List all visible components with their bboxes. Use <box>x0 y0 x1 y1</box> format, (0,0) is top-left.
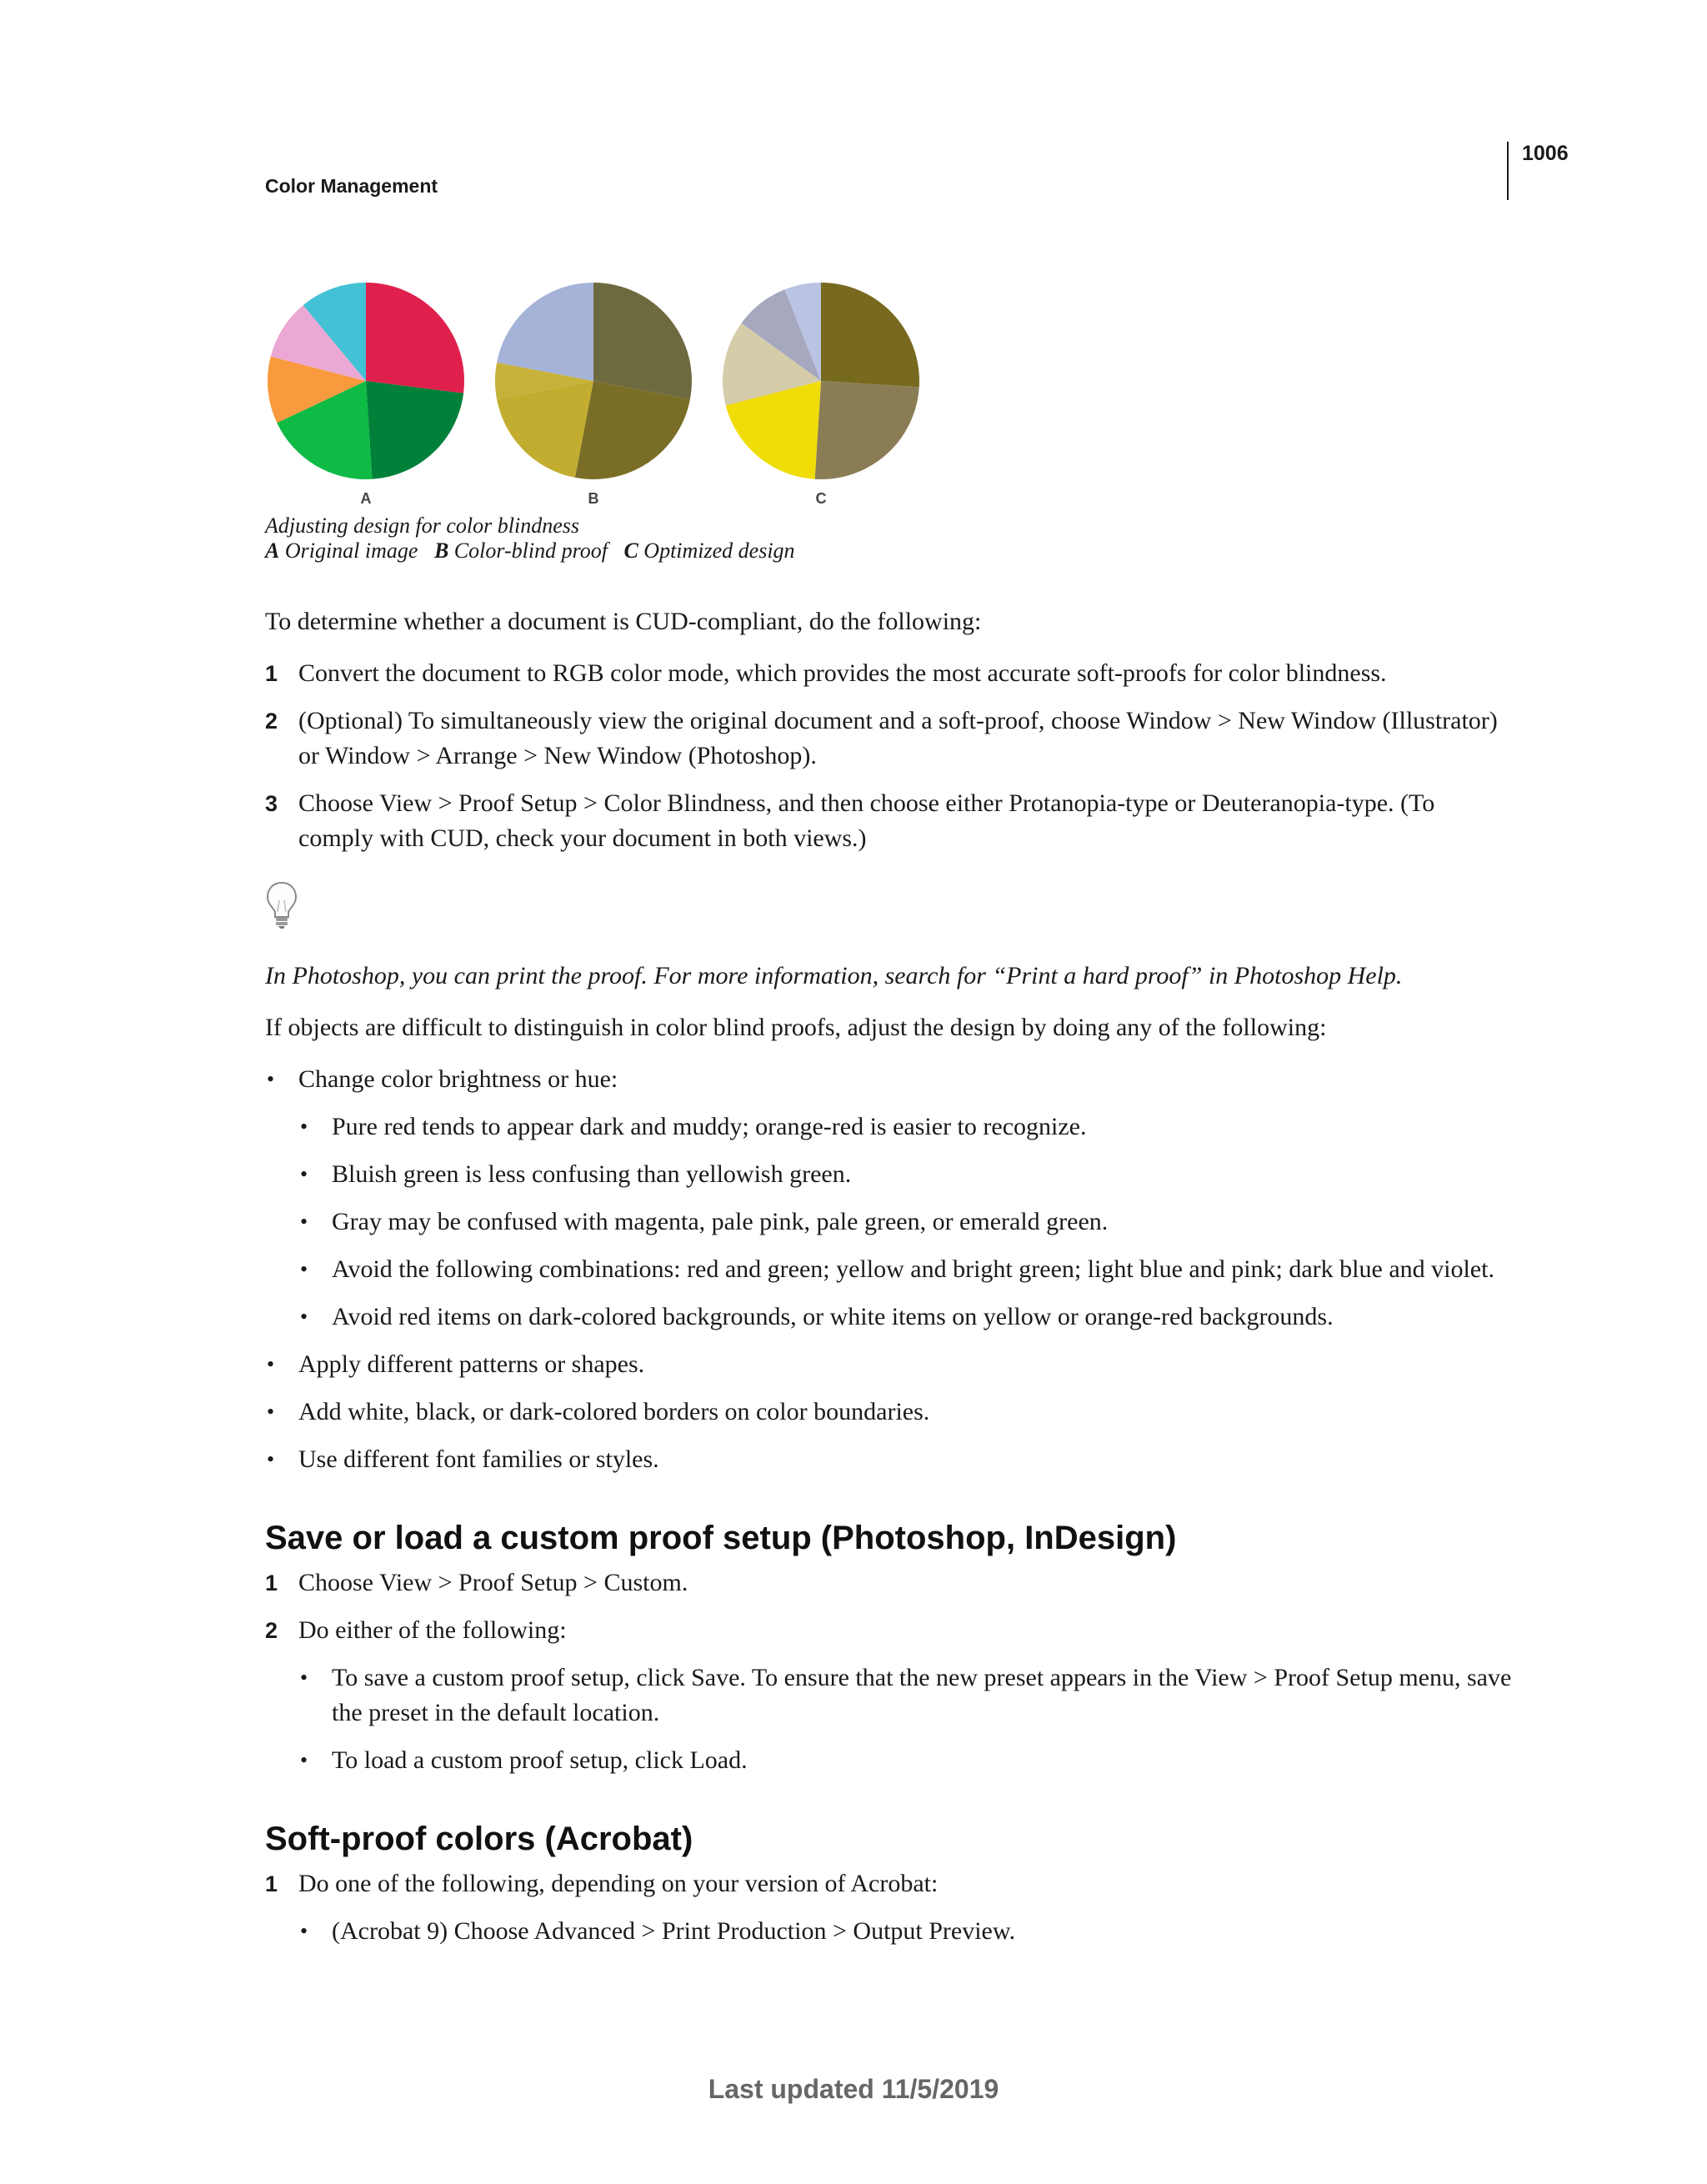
step-number: 2 <box>265 1618 278 1643</box>
bullet-item: • Use different font families or styles. <box>265 1442 1515 1477</box>
original-slice-1 <box>366 283 464 393</box>
adjust-intro: If objects are difficult to distinguish in color blind proofs, adjust the design by doing any of the following: <box>265 1014 1327 1041</box>
sub-bullet-item: • (Acrobat 9) Choose Advanced > Print Production > Output Preview. <box>298 1914 1515 1949</box>
step-item <box>265 1613 1515 1648</box>
caption-key-a: A <box>265 538 280 563</box>
heading-soft-proof-acrobat: Soft-proof colors (Acrobat) <box>265 1821 693 1857</box>
sub-bullet-item: • Pure red tends to appear dark and muddy; orange-red is easier to recognize. <box>298 1110 1515 1145</box>
step-item <box>265 704 1515 774</box>
header-rule <box>1507 142 1509 200</box>
step-item <box>265 1565 1515 1600</box>
sub-bullet-item: • Gray may be confused with magenta, pale pink, pale green, or emerald green. <box>298 1205 1515 1240</box>
sub-bullet-item: • Avoid red items on dark-colored backgrounds, or white items on yellow or orange-red backgrounds. <box>298 1300 1515 1335</box>
step-text: Choose View > Proof Setup > Custom. <box>298 1569 688 1596</box>
step-item <box>265 656 1515 691</box>
pie-label-b: B <box>588 490 599 507</box>
optimized-design-slice-1 <box>821 283 919 387</box>
step-text: Do one of the following, depending on your version of Acrobat: <box>298 1870 939 1897</box>
step-item <box>265 786 1515 856</box>
intro-paragraph: To determine whether a document is CUD-compliant, do the following: <box>265 608 982 635</box>
optimized-design-slice-2 <box>815 381 919 479</box>
bullet-item: • Add white, black, or dark-colored borders on color boundaries. <box>265 1395 1515 1430</box>
main-content <box>265 604 1515 1961</box>
lightbulb-icon <box>265 880 298 930</box>
step-text: Do either of the following: <box>298 1616 567 1644</box>
caption-text-a: Original image <box>284 538 418 563</box>
caption-items <box>265 538 795 564</box>
step-text: (Optional) To simultaneously view the original document and a soft-proof, choose Window > New Window (Illustrator) or Window > Arrange > New Window (Photoshop). <box>298 707 1498 769</box>
step-number: 2 <box>265 709 278 734</box>
pie-optimized-design <box>723 283 919 479</box>
pie-label-c: C <box>815 490 827 507</box>
caption-text-c: Optimized design <box>643 538 795 563</box>
tip-note: In Photoshop, you can print the proof. For more information, search for “Print a hard proof” in Photoshop Help. <box>265 962 1403 989</box>
sub-bullet-item: • To save a custom proof setup, click Save. To ensure that the new preset appears in the View > Proof Setup menu, save the preset in the default location. <box>298 1661 1515 1731</box>
caption-text-b: Color-blind proof <box>453 538 608 563</box>
figure-caption <box>265 513 795 564</box>
caption-key-b: B <box>433 538 449 563</box>
caption-key-c: C <box>623 538 638 563</box>
color-blindness-figure <box>260 275 927 508</box>
pie-label-a: A <box>360 490 372 507</box>
original-slice-2 <box>366 381 463 479</box>
step-text: Convert the document to RGB color mode, which provides the most accurate soft-proofs for color blindness. <box>298 659 1387 687</box>
pie-color-blind-proof <box>495 283 692 479</box>
color-blind-proof-slice-1 <box>593 283 692 399</box>
step-number: 3 <box>265 791 278 816</box>
page-number: 1006 <box>1522 142 1569 165</box>
step-number: 1 <box>265 1871 278 1896</box>
caption-title: Adjusting design for color blindness <box>265 513 579 538</box>
sub-bullet-item: • To load a custom proof setup, click Load. <box>298 1743 1515 1778</box>
step-item <box>265 1866 1515 1901</box>
step-number: 1 <box>265 1570 278 1595</box>
running-header-title: Color Management <box>265 175 438 197</box>
pie-original <box>268 283 464 479</box>
step-text: Choose View > Proof Setup > Color Blindness, and then choose either Protanopia-type or Deuteranopia-type. (To comply with CUD, check your document in both views.) <box>298 789 1435 852</box>
bullet-item: • Change color brightness or hue: <box>265 1062 1515 1097</box>
sub-bullet-item: • Bluish green is less confusing than yellowish green. <box>298 1157 1515 1192</box>
pie-charts <box>260 275 927 483</box>
step-number: 1 <box>265 661 278 686</box>
bullet-item: • Apply different patterns or shapes. <box>265 1347 1515 1382</box>
footer-last-updated: Last updated 11/5/2019 <box>708 2074 999 2104</box>
heading-save-load-proof: Save or load a custom proof setup (Photoshop, InDesign) <box>265 1520 1177 1556</box>
sub-bullet-item: • Avoid the following combinations: red and green; yellow and bright green; light blue and pink; dark blue and violet. <box>298 1252 1515 1287</box>
